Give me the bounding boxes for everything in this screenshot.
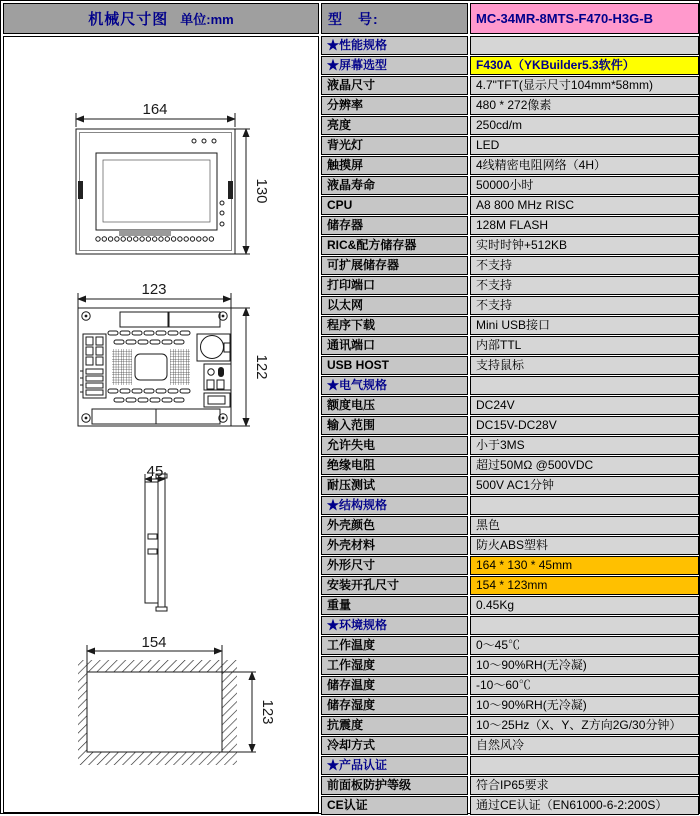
spec-row-label: 工作温度 xyxy=(321,636,468,655)
spec-row-value: A8 800 MHz RISC xyxy=(470,196,699,215)
spec-row-value: 支持鼠标 xyxy=(470,356,699,375)
spec-row xyxy=(321,516,699,535)
spec-row xyxy=(321,76,699,95)
spec-row xyxy=(321,756,699,775)
side-view-drawing xyxy=(4,462,320,642)
spec-row-label: 液晶寿命 xyxy=(321,176,468,195)
spec-row-value xyxy=(470,756,699,775)
spec-row-label: 背光灯 xyxy=(321,136,468,155)
model-label-cell xyxy=(321,3,468,34)
spec-row-value: 实时时钟+512KB xyxy=(470,236,699,255)
drawing-panel xyxy=(3,36,319,813)
side-depth-dim: 45 xyxy=(146,463,164,480)
spec-row-label: 外壳材料 xyxy=(321,536,468,555)
front-height-dim: 130 xyxy=(253,178,270,204)
spec-row-label: 分辨率 xyxy=(321,96,468,115)
front-width-dim: 164 xyxy=(142,101,168,118)
spec-row xyxy=(321,716,699,735)
spec-row-label: 亮度 xyxy=(321,116,468,135)
spec-row-value: 164 * 130 * 45mm xyxy=(470,556,699,575)
spec-row xyxy=(321,556,699,575)
spec-row-label: 重量 xyxy=(321,596,468,615)
rear-width-dim: 123 xyxy=(141,281,167,298)
spec-row xyxy=(321,356,699,375)
model-label: 型 号: xyxy=(328,10,379,27)
spec-row-label: 储存器 xyxy=(321,216,468,235)
spec-row xyxy=(321,116,699,135)
spec-row-label: ★结构规格 xyxy=(321,496,468,515)
spec-row-label: 允许失电 xyxy=(321,436,468,455)
spec-row xyxy=(321,336,699,355)
spec-row-label: 储存温度 xyxy=(321,676,468,695)
spec-row-value: DC24V xyxy=(470,396,699,415)
spec-row-value: 10～90%RH(无冷凝) xyxy=(470,696,699,715)
spec-row xyxy=(321,296,699,315)
spec-row-value xyxy=(470,376,699,395)
spec-row-value: 250cd/m xyxy=(470,116,699,135)
spec-row-value: LED xyxy=(470,136,699,155)
spec-row-label: 外壳颜色 xyxy=(321,516,468,535)
rear-height-dim: 122 xyxy=(253,354,270,380)
spec-row xyxy=(321,776,699,795)
model-number-cell xyxy=(470,3,699,34)
model-number: MC-34MR-8MTS-F470-H3G-B xyxy=(476,11,653,26)
front-view-drawing xyxy=(4,57,320,287)
spec-row-value xyxy=(470,36,699,55)
panel-cutout-drawing xyxy=(4,637,320,814)
spec-row-value: 154 * 123mm xyxy=(470,576,699,595)
spec-table xyxy=(321,36,699,816)
spec-row xyxy=(321,156,699,175)
spec-row xyxy=(321,416,699,435)
spec-row-value: 内部TTL xyxy=(470,336,699,355)
spec-row-value: 不支持 xyxy=(470,296,699,315)
spec-row xyxy=(321,796,699,815)
drawing-header xyxy=(3,3,319,34)
spec-row-value: 128M FLASH xyxy=(470,216,699,235)
spec-row xyxy=(321,656,699,675)
spec-row-value: 防火ABS塑料 xyxy=(470,536,699,555)
spec-row-label: 抗震度 xyxy=(321,716,468,735)
spec-row xyxy=(321,216,699,235)
spec-row xyxy=(321,96,699,115)
spec-row-label: RIC&配方储存器 xyxy=(321,236,468,255)
spec-row-value: 4.7"TFT(显示尺寸104mm*58mm) xyxy=(470,76,699,95)
spec-row-value: 不支持 xyxy=(470,276,699,295)
spec-row-value: 10～90%RH(无冷凝) xyxy=(470,656,699,675)
spec-row-value: 4线精密电阻网络（4H） xyxy=(470,156,699,175)
spec-row-value: 不支持 xyxy=(470,256,699,275)
spec-row-label: CE认证 xyxy=(321,796,468,815)
unit-label: 单位:mm xyxy=(180,12,234,27)
spec-row-label: 通讯端口 xyxy=(321,336,468,355)
spec-row xyxy=(321,396,699,415)
spec-row xyxy=(321,136,699,155)
spec-row-label: ★产品认证 xyxy=(321,756,468,775)
spec-row-label: 可扩展储存器 xyxy=(321,256,468,275)
spec-row-value: -10～60℃ xyxy=(470,676,699,695)
spec-row xyxy=(321,456,699,475)
rear-view-drawing xyxy=(4,281,320,467)
spec-row xyxy=(321,316,699,335)
spec-row xyxy=(321,536,699,555)
spec-row-label: 打印端口 xyxy=(321,276,468,295)
spec-row-label: 储存湿度 xyxy=(321,696,468,715)
spec-row-value: F430A（YKBuilder5.3软件） xyxy=(470,56,699,75)
spec-row-label: 绝缘电阻 xyxy=(321,456,468,475)
spec-row-label: ★环境规格 xyxy=(321,616,468,635)
spec-row xyxy=(321,676,699,695)
spec-row-value: 超过50MΩ @500VDC xyxy=(470,456,699,475)
spec-row-label: 触摸屏 xyxy=(321,156,468,175)
spec-row-label: USB HOST xyxy=(321,356,468,375)
spec-row-value: 0～45℃ xyxy=(470,636,699,655)
spec-row-value: 小于3MS xyxy=(470,436,699,455)
spec-row-label: 额度电压 xyxy=(321,396,468,415)
spec-row-label: 工作湿度 xyxy=(321,656,468,675)
spec-row-label: 安装开孔尺寸 xyxy=(321,576,468,595)
spec-row xyxy=(321,376,699,395)
spec-row xyxy=(321,476,699,495)
spec-row xyxy=(321,696,699,715)
spec-row xyxy=(321,576,699,595)
spec-row-label: 以太网 xyxy=(321,296,468,315)
spec-row-label: ★电气规格 xyxy=(321,376,468,395)
spec-row xyxy=(321,256,699,275)
cutout-width-dim: 154 xyxy=(141,637,167,651)
spec-row-label: ★性能规格 xyxy=(321,36,468,55)
spec-row-label: 冷却方式 xyxy=(321,736,468,755)
spec-row xyxy=(321,276,699,295)
spec-row-value: Mini USB接口 xyxy=(470,316,699,335)
spec-row-value: 10～25Hz（X、Y、Z方向2G/30分钟） xyxy=(470,716,699,735)
spec-row-value xyxy=(470,496,699,515)
spec-row-label: CPU xyxy=(321,196,468,215)
spec-row-label: 输入范围 xyxy=(321,416,468,435)
spec-row-value: 自然风冷 xyxy=(470,736,699,755)
spec-row xyxy=(321,636,699,655)
spec-row-label: 耐压测试 xyxy=(321,476,468,495)
cutout-height-dim: 123 xyxy=(259,699,276,725)
spec-row-value xyxy=(470,616,699,635)
spec-row-value: 黑色 xyxy=(470,516,699,535)
spec-row xyxy=(321,196,699,215)
spec-row xyxy=(321,176,699,195)
spec-row-value: 0.45Kg xyxy=(470,596,699,615)
spec-row-value: 通过CE认证（EN61000-6-2:200S） xyxy=(470,796,699,815)
spec-row xyxy=(321,56,699,75)
spec-row xyxy=(321,616,699,635)
drawing-title: 机械尺寸图 xyxy=(88,11,169,28)
spec-row-label: 程序下载 xyxy=(321,316,468,335)
spec-row-label: 外形尺寸 xyxy=(321,556,468,575)
spec-row xyxy=(321,36,699,55)
spec-row-value: 50000小时 xyxy=(470,176,699,195)
spec-row-value: 符合IP65要求 xyxy=(470,776,699,795)
spec-row xyxy=(321,736,699,755)
spec-row xyxy=(321,596,699,615)
spec-row-value: DC15V-DC28V xyxy=(470,416,699,435)
spec-row-value: 480 * 272像素 xyxy=(470,96,699,115)
spec-row-label: 液晶尺寸 xyxy=(321,76,468,95)
spec-row xyxy=(321,436,699,455)
spec-row-value: 500V AC1分钟 xyxy=(470,476,699,495)
spec-row xyxy=(321,236,699,255)
spec-row-label: 前面板防护等级 xyxy=(321,776,468,795)
spec-row-label: ★屏幕选型 xyxy=(321,56,468,75)
spec-row xyxy=(321,496,699,515)
